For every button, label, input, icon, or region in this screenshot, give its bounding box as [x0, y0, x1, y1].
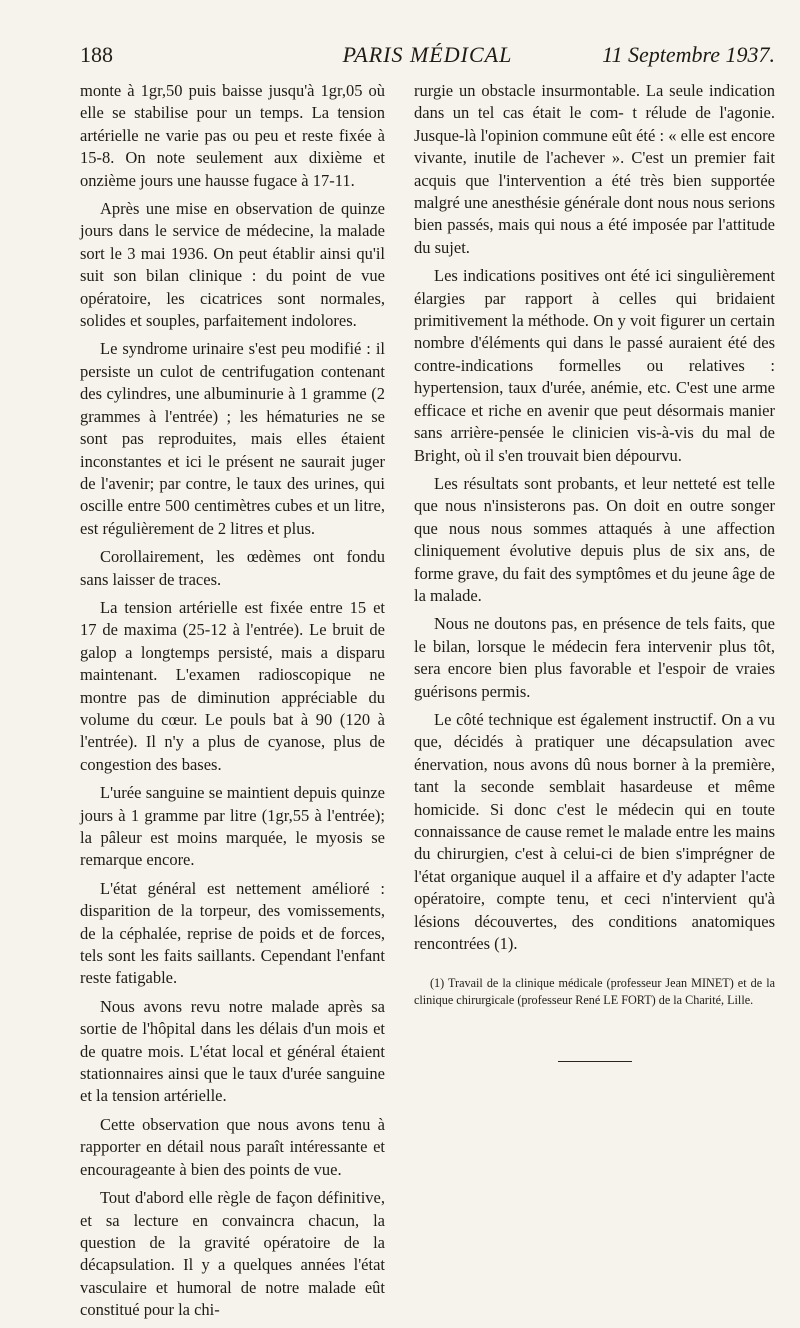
paragraph: Nous ne doutons pas, en présence de tels faits, que le bilan, lorsque le médecin fera intervenir plus tôt, sera encore bien plus favorable et l'espoir de vraies guérisons permis. [414, 614, 775, 701]
paragraph: Après une mise en observation de quinze jours dans le service de médecine, la malade sort le 3 mai 1936. On peut établir ainsi qu'il suit son bilan clinique : du point de vue opératoire, les cicatrices sont normales, solides et souples, parfaitement indolores. [80, 199, 385, 331]
paragraph: Les résultats sont probants, et leur netteté est telle que nous n'insisterons pas. On doit en outre songer que nous nous sommes attaqués à une affection cliniquement évolutive depuis plus de six ans, de forme grave, du fait des symptômes et du jeune âge de la malade. [414, 473, 775, 605]
paragraph: monte à 1gr,50 puis baisse jusqu'à 1gr,05 où elle se stabilise pour un temps. La tension artérielle ne varie pas ou peu et reste fixée à 15-8. On note seulement aux dixième et onzième jours une hausse fugace à 17-11. [80, 81, 385, 190]
paragraph: Tout d'abord elle règle de façon définitive, et sa lecture en convaincra chacun, la question de la gravité opératoire de la décapsulation. Il y a quelques années l'état vasculaire et humoral de notre malade eût constitué pour la chi- [80, 1188, 385, 1320]
paragraph: rurgie un obstacle insurmontable. La seule indication dans un tel cas était le com- t rélude de l'agonie. Jusque-là l'opinion commune eût été : « elle est encore vivante, inutile de l'achever ». C'est un premier fait acquis que l'intervention a été très bien supportée malgré une anesthésie générale dont nous nous serions bien passés, mais qui nous a été imposée par l'attitude du sujet. [414, 81, 775, 257]
paragraph: La tension artérielle est fixée entre 15 et 17 de maxima (25-12 à l'entrée). Le bruit de galop a longtemps persisté, mais a disparu maintenant. L'examen radioscopique ne montre pas de diminution appréciable du volume du cœur. Le pouls bat à 90 (120 à l'entrée). Il n'y a plus de cyanose, plus de congestion des bases. [80, 597, 385, 774]
paragraph: Cette observation que nous avons tenu à rapporter en détail nous paraît intéressante et encourageante à bien des points de vue. [80, 1114, 385, 1179]
paragraph: Le côté technique est également instructif. On a vu que, décidés à pratiquer une décapsulation avec énervation, nous avons dû nous borner à la première, tant la seconde semblait hasardeuse et même homicide. Si donc c'est le médecin qui en toute connaissance de cause remet le malade entre les mains du chirurgien, c'est à celui-ci de bien s'imprégner de l'état organique auquel il a affaire et d'y adapter l'acte opératoire, compte tenu, et ceci n'intervient qu'à lésions découvertes, des conditions anatomiques rencontrées (1). [414, 709, 775, 954]
paragraph: Nous avons revu notre malade après sa sortie de l'hôpital dans les délais d'un mois et de quatre mois. L'état local et général étaient stationnaires ainsi que le taux d'urée sanguine et la tension artérielle. [80, 996, 385, 1106]
right-column [414, 80, 775, 1062]
left-column [80, 80, 385, 1328]
page-number: 188 [80, 42, 113, 67]
paragraph: Les indications positives ont été ici singulièrement élargies par rapport à celles qui bridaient primitivement la méthode. On y voit figurer un certain nombre d'éléments qui dans le passé auraient été des contre-indications formelles ou relatives : hypertension, taux d'urée, anémie, etc. C'est une arme efficace et riche en avenir que peut désormais manier sans arrière-pensée le clinicien vis-à-vis du mal de Bright, où il s'en trouvait bien dépourvu. [414, 266, 775, 465]
issue-date: 11 Septembre 1937. [602, 42, 775, 67]
paragraph: L'état général est nettement amélioré : disparition de la torpeur, des vomissements, de la céphalée, reprise de poids et de forces, tels sont les faits saillants. Cependant l'enfant reste fatigable. [80, 878, 385, 988]
paragraph: Corollairement, les œdèmes ont fondu sans laisser de traces. [80, 547, 385, 589]
paragraph: L'urée sanguine se maintient depuis quinze jours à 1 gramme par litre (1gr,55 à l'entrée); la pâleur est moins marquée, le myosis se remarque encore. [80, 783, 385, 870]
end-rule [558, 1061, 632, 1062]
running-header [80, 42, 775, 74]
footnote: (1) Travail de la clinique médicale (professeur Jean MINET) et de la clinique chirurgicale (professeur René LE FORT) de la Charité, Lille. [414, 976, 775, 1008]
journal-title: PARIS MÉDICAL [342, 42, 513, 67]
paragraph: Le syndrome urinaire s'est peu modifié : il persiste un culot de centrifugation contenant des cylindres, une albuminurie à 1 gramme (2 grammes à l'entrée) ; les hématuries ne se sont pas reproduites, mais elles étaient inconstantes et ici le présent ne saurait juger de l'avenir; par contre, le taux des urines, qui oscille entre 500 centimètres cubes et un litre, est régulièrement de 2 litres et plus. [80, 339, 385, 538]
